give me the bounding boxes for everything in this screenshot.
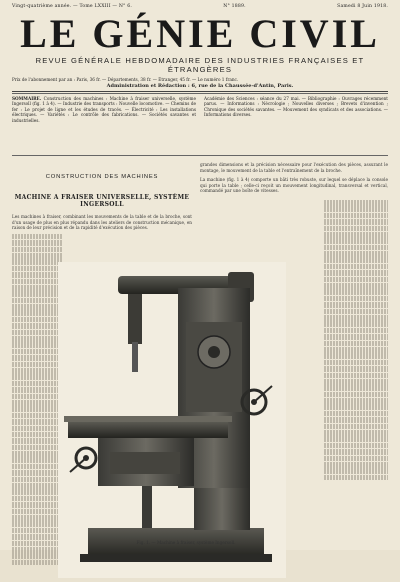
figure-caption: Fig. 1. — Machine à fraiser, système Ingersoll. xyxy=(136,540,236,545)
summary-label: SOMMAIRE. xyxy=(12,96,42,101)
header-issue-number: N° 1889. xyxy=(223,4,246,9)
summary-text-left: Construction des machines : Machine à fraiser universelle, système Ingersoll (fig. 1 à 4). — Industrie des transports : Nouvelle locomotive. — Chemins de fer : Le projet de ligne et les études de tracés. — Électricité : Les installations électriques. — Variétés : Le contrôle des fabrications. — Sociétés savantes et industrielles. xyxy=(12,96,196,123)
milling-machine-illustration xyxy=(58,262,286,578)
header-rule-thin xyxy=(12,93,388,94)
summary-block xyxy=(12,96,388,154)
section-heading: CONSTRUCTION DES MACHINES xyxy=(45,174,159,180)
masthead-subtitle: REVUE GÉNÉRALE HEBDOMADAIRE DES INDUSTRIES FRANÇAISES ET ÉTRANGÈRES xyxy=(35,56,365,74)
subscription-prices: Prix de l'abonnement par an : Paris, 36 fr. — Départements, 38 fr. — Étranger, 45 fr. — Le numéro 1 franc. xyxy=(12,77,239,82)
article-title: MACHINE A FRAISER UNIVERSELLE, SYSTÈME INGERSOLL xyxy=(14,194,190,208)
summary-column-right xyxy=(204,96,388,154)
article-right-intro: grandes dimensions et la précision nécessaire pour l'exécution des pièces, assurant le montage, le mouvement de la table et l'entraînement de la broche. xyxy=(200,162,388,173)
header-date: Samedi 8 Juin 1918. xyxy=(337,4,388,9)
summary-column-left xyxy=(12,96,196,154)
header-rule xyxy=(12,91,388,92)
article-body xyxy=(12,162,388,562)
article-text-lines-left xyxy=(12,234,62,566)
masthead-title: LE GÉNIE CIVIL xyxy=(20,11,380,56)
article-intro: Les machines à fraiser, combinant les mouvements de la table et de la broche, sont d'un usage de plus en plus répandu dans les ateliers de construction mécanique, en raison de leur précision et de la rapidité d'exécution des pièces. xyxy=(12,214,192,231)
article-right-paragraph: La machine (fig. 1 à 4) comporte un bâti très robuste, sur lequel se déplace la console qui porte la table ; celle-ci reçoit un mouvement longitudinal, transversal et vertical, commandé par une boîte de vitesses. xyxy=(200,177,388,194)
article-text-lines-right xyxy=(324,200,388,480)
header-volume: Vingt-quatrième année. — Tome LXXIII — N° 6. xyxy=(12,4,132,9)
summary-rule xyxy=(12,155,388,156)
machine-figure xyxy=(58,262,286,578)
administration-address: Administration et Rédaction : 6, rue de la Chaussée-d'Antin, Paris. xyxy=(106,83,294,89)
summary-text-right: Académie des Sciences : séance du 27 mai. — Bibliographie : Ouvrages récemment parus. — Informations : Nécrologie ; Nouvelles diverses ; Brevets d'invention ; Chronique des sociétés savantes. — Mouvement des syndicats et des associations. — Informations diverses. xyxy=(204,96,388,118)
